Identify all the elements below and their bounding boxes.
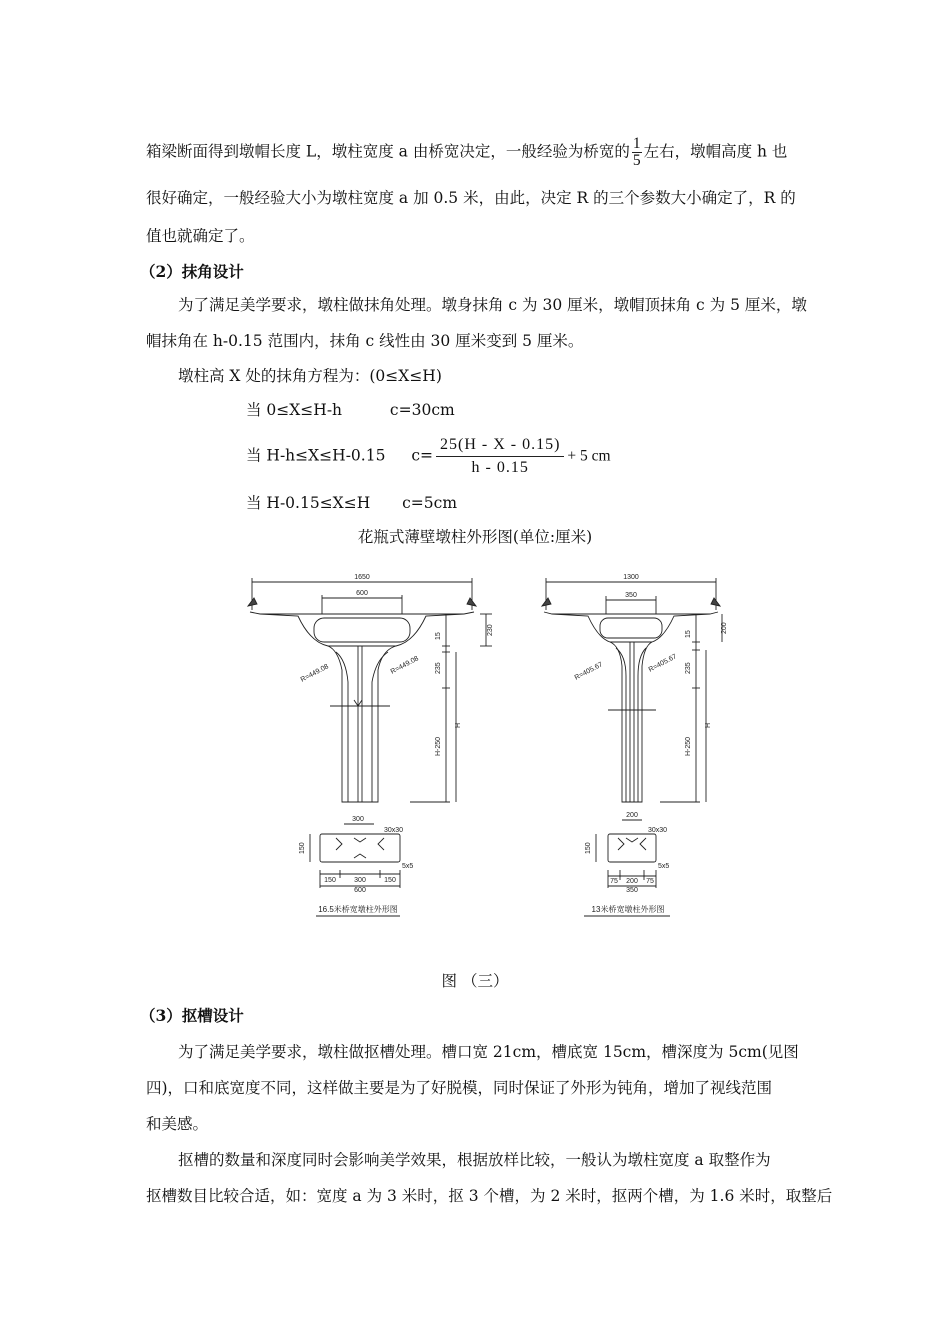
equation-intro: 墩柱高 X 处的抹角方程为：(0≤X≤H) [178, 367, 442, 385]
para1-text-b: 左右，墩帽高度 h 也 [643, 142, 788, 161]
left-h250: H-250 [435, 736, 442, 756]
left-b-total: 600 [354, 887, 366, 894]
case3-condition: 当 H-0.15≤X≤H [246, 494, 371, 512]
left-d15: 15 [435, 632, 442, 640]
right-b3: 75 [646, 878, 654, 885]
right-drawing-title: 13米桥宽墩柱外形图 [591, 905, 665, 914]
heading-chamfer-design: （2）抹角设计 [140, 262, 244, 281]
right-chamfer: 30x30 [648, 827, 668, 834]
right-radius-a: R=405.67 [573, 661, 604, 682]
right-sec-width: 200 [626, 812, 638, 819]
case2-lhs: c= [411, 446, 433, 465]
left-cap-width: 600 [356, 590, 368, 597]
left-deck-width: 1650 [354, 574, 370, 581]
para4-line2: 抠槽数目比较合适，如：宽度 a 为 3 米时，抠 3 个槽，为 2 米时，抠两个槽，为 1.6 米时，取整后 [146, 1187, 833, 1205]
left-h: H [455, 722, 462, 728]
left-b3: 150 [384, 877, 396, 884]
para1-line1 [146, 136, 810, 169]
left-radius-a: R=449.08 [299, 663, 330, 684]
case1-value: c=30cm [389, 401, 455, 419]
figure-caption: 图 （三） [441, 972, 509, 990]
pier-drawing [230, 570, 730, 930]
left-girder-h: 230 [487, 624, 494, 636]
case2-numerator: 25(H - X - 0.15) [436, 434, 564, 457]
left-b1: 150 [324, 877, 336, 884]
para1-line3: 值也就确定了。 [146, 227, 255, 245]
right-b2: 200 [626, 878, 638, 885]
case3 [246, 493, 457, 513]
right-girder-h: 200 [721, 622, 728, 634]
case1 [246, 400, 455, 420]
left-sec-h: 150 [299, 842, 306, 854]
heading-groove-design: （3）抠槽设计 [140, 1006, 244, 1025]
left-b2: 300 [354, 877, 366, 884]
fraction-numerator: 1 [632, 135, 641, 152]
case2-tail: + 5 cm [567, 447, 611, 465]
left-groove: 5x5 [402, 863, 414, 870]
figure-title: 花瓶式薄壁墩柱外形图(单位:厘米) [357, 528, 593, 546]
one-fifth-fraction [632, 136, 642, 169]
para3-line3: 和美感。 [146, 1115, 209, 1133]
drawing-right [542, 574, 728, 916]
right-h250: H-250 [685, 736, 692, 756]
right-d235: 235 [685, 662, 692, 674]
para1-text-a: 箱梁断面得到墩帽长度 L，墩柱宽度 a 由桥宽决定，一般经验为桥宽的 [146, 142, 630, 161]
case2-condition: 当 H-h≤X≤H-0.15 [246, 446, 386, 465]
para2-line1: 为了满足美学要求，墩柱做抹角处理。墩身抹角 c 为 30 厘米，墩帽顶抹角 c 为 5 厘米，墩 [178, 296, 807, 314]
para2-line2: 帽抹角在 h-0.15 范围内，抹角 c 线性由 30 厘米变到 5 厘米。 [146, 332, 584, 350]
drawing-left [248, 574, 494, 916]
para3-line2: 四)，口和底宽度不同，这样做主要是为了好脱模，同时保证了外形为钝角，增加了视线范围 [146, 1079, 773, 1097]
left-d235: 235 [435, 662, 442, 674]
case2-fraction [436, 434, 564, 479]
para1-line2: 很好确定，一般经验大小为墩柱宽度 a 加 0.5 米，由此，决定 R 的三个参数大小确定了，R 的 [146, 189, 796, 207]
right-d15: 15 [685, 630, 692, 638]
case2 [246, 434, 611, 479]
left-chamfer: 30x30 [384, 827, 404, 834]
left-drawing-title: 16.5米桥宽墩柱外形图 [318, 905, 398, 914]
right-b-total: 350 [626, 887, 638, 894]
right-cap-width: 350 [625, 592, 637, 599]
left-sec-width: 300 [352, 816, 364, 823]
right-h: H [705, 722, 712, 728]
fraction-denominator: 5 [632, 152, 641, 169]
right-radius-b: R=405.67 [647, 653, 678, 674]
case2-denominator: h - 0.15 [471, 459, 529, 476]
case1-condition: 当 0≤X≤H-h [246, 401, 343, 419]
right-b1: 75 [610, 878, 618, 885]
right-deck-width: 1300 [623, 574, 639, 581]
right-sec-h: 150 [585, 842, 592, 854]
left-radius-b: R=449.08 [389, 655, 420, 676]
case3-value: c=5cm [402, 494, 458, 512]
right-groove: 5x5 [658, 863, 670, 870]
para4-line1: 抠槽的数量和深度同时会影响美学效果，根据放样比较，一般认为墩柱宽度 a 取整作为 [178, 1151, 771, 1169]
para3-line1: 为了满足美学要求，墩柱做抠槽处理。槽口宽 21cm，槽底宽 15cm，槽深度为 5cm(见图 [178, 1043, 799, 1061]
